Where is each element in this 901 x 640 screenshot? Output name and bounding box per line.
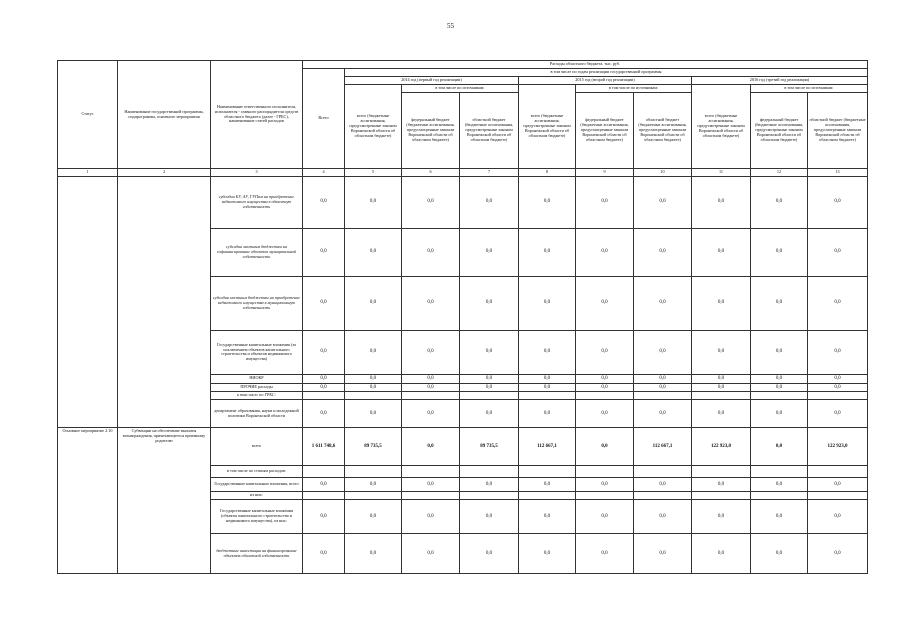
value-cell <box>692 466 751 478</box>
value-cell: 0,0 <box>751 374 808 383</box>
value-cell: 0,0 <box>634 400 692 428</box>
header-2015-fed: федеральный бюджет (бюджетные ассигнования, предусмотренные законом Воронежской области об областном бюджете) <box>576 93 634 169</box>
column-number: 8 <box>519 169 576 177</box>
value-cell: 0,0 <box>634 176 692 228</box>
value-cell: 0,0 <box>402 228 460 276</box>
value-cell <box>808 466 868 478</box>
row-label: Государственные капитальные вложения (за исключением объектов капитального строительства и объектов недвижимого имущества) <box>211 330 303 374</box>
value-cell: 0,0 <box>402 176 460 228</box>
page-number: 55 <box>447 22 454 30</box>
value-cell: 0,0 <box>692 228 751 276</box>
row-label: субсидии БУ, АУ, ГУПам на приобретение недвижимого имущества в областную собственность <box>211 176 303 228</box>
column-number: 5 <box>345 169 402 177</box>
value-cell: 0,0 <box>402 428 460 466</box>
value-cell: 0,0 <box>634 374 692 383</box>
budget-table <box>57 60 868 574</box>
value-cell: 0,0 <box>808 383 868 392</box>
value-cell: 0,0 <box>808 176 868 228</box>
value-cell: 0,0 <box>345 176 402 228</box>
value-cell: 0,0 <box>808 276 868 330</box>
value-cell <box>519 392 576 400</box>
value-cell <box>460 492 519 500</box>
row-label: ПРОЧИЕ расходы <box>211 383 303 392</box>
value-cell <box>576 392 634 400</box>
value-cell: 0,0 <box>460 330 519 374</box>
value-cell: 0,0 <box>303 330 345 374</box>
value-cell: 0,0 <box>751 276 808 330</box>
value-cell: 0,0 <box>576 534 634 574</box>
value-cell: 0,0 <box>519 176 576 228</box>
value-cell: 0,0 <box>345 400 402 428</box>
value-cell: 0,0 <box>808 330 868 374</box>
value-cell: 1 611 748,6 <box>303 428 345 466</box>
value-cell: 0,0 <box>402 330 460 374</box>
value-cell: 0,0 <box>808 374 868 383</box>
value-cell: 0,0 <box>303 276 345 330</box>
value-cell: 0,0 <box>692 276 751 330</box>
column-number: 7 <box>460 169 519 177</box>
value-cell: 0,0 <box>402 478 460 492</box>
value-cell <box>692 392 751 400</box>
value-cell: 0,0 <box>576 330 634 374</box>
value-cell: 89 735,5 <box>345 428 402 466</box>
value-cell: 0,0 <box>345 330 402 374</box>
value-cell: 0,0 <box>460 534 519 574</box>
value-cell: 112 667,1 <box>634 428 692 466</box>
value-cell <box>751 466 808 478</box>
value-cell: 0,0 <box>692 500 751 534</box>
column-number: 3 <box>211 169 303 177</box>
value-cell: 0,0 <box>751 534 808 574</box>
value-cell <box>303 492 345 500</box>
value-cell: 0,0 <box>460 228 519 276</box>
header-2014-sources: в том числе по источникам: <box>402 85 519 93</box>
value-cell: 0,0 <box>692 383 751 392</box>
value-cell <box>402 492 460 500</box>
value-cell <box>303 392 345 400</box>
header-year-2014: 2014 год (первый год реализации) <box>345 77 519 85</box>
value-cell: 0,0 <box>576 374 634 383</box>
value-cell: 0,0 <box>519 478 576 492</box>
row-label: субсидии местным бюджетам на софинансирование объектов муниципальной собственности <box>211 228 303 276</box>
table-row <box>58 176 868 228</box>
value-cell: 0,0 <box>751 500 808 534</box>
value-cell: 0,0 <box>576 400 634 428</box>
value-cell: 0,0 <box>303 500 345 534</box>
value-cell: 0,0 <box>808 478 868 492</box>
value-cell: 0,0 <box>303 534 345 574</box>
value-cell: 0,0 <box>460 400 519 428</box>
row-label: департамент образования, науки и молодежной политики Воронежской области <box>211 400 303 428</box>
value-cell <box>634 492 692 500</box>
value-cell: 0,0 <box>460 500 519 534</box>
value-cell <box>460 466 519 478</box>
column-number: 12 <box>751 169 808 177</box>
value-cell: 0,0 <box>634 228 692 276</box>
header-executor: Наименование ответственного исполнителя, исполнителя - главного распорядителя средств областного бюджета (далее - ГРБС), наименование статей расходов <box>211 61 303 169</box>
value-cell: 0,0 <box>634 383 692 392</box>
row-label: всего <box>211 428 303 466</box>
measure-status: Основное мероприятие 2.10 <box>58 428 118 574</box>
value-cell: 0,0 <box>402 500 460 534</box>
value-cell <box>303 466 345 478</box>
header-status: Статус <box>58 61 118 169</box>
value-cell: 0,0 <box>692 176 751 228</box>
value-cell: 0,0 <box>402 383 460 392</box>
status-cell-empty <box>58 176 118 427</box>
value-cell: 0,0 <box>751 383 808 392</box>
value-cell: 0,0 <box>460 176 519 228</box>
header-2015-reg: областной бюджет (бюджетные ассигнования, предусмотренные законом Воронежской области об областном бюджете) <box>634 93 692 169</box>
table-row <box>58 428 868 466</box>
value-cell: 0,0 <box>634 276 692 330</box>
value-cell: 0,0 <box>345 374 402 383</box>
value-cell: 0,0 <box>519 330 576 374</box>
value-cell <box>576 492 634 500</box>
value-cell: 0,0 <box>345 534 402 574</box>
value-cell <box>519 466 576 478</box>
value-cell: 0,0 <box>460 383 519 392</box>
value-cell: 0,0 <box>808 534 868 574</box>
value-cell: 0,0 <box>303 228 345 276</box>
value-cell: 89 735,5 <box>460 428 519 466</box>
header-year-2016: 2016 год (третий год реализации) <box>692 77 868 85</box>
value-cell: 0,0 <box>576 228 634 276</box>
value-cell: 0,0 <box>345 228 402 276</box>
header-program-name: Наименование государственной программы, подпрограммы, основного мероприятия <box>118 61 211 169</box>
header-total: Всего <box>303 69 345 169</box>
row-label: бюджетные инвестиции на финансирование объектов областной собственности <box>211 534 303 574</box>
value-cell: 0,0 <box>345 478 402 492</box>
header-2014-reg: областной бюджет (бюджетные ассигнования, предусмотренные законом Воронежской области об областном бюджете) <box>460 93 519 169</box>
header-budget-expenses: Расходы областного бюджета, тыс. руб. <box>303 61 868 69</box>
value-cell: 0,0 <box>519 374 576 383</box>
value-cell: 0,0 <box>519 500 576 534</box>
value-cell: 0,0 <box>519 276 576 330</box>
value-cell <box>460 392 519 400</box>
row-label: Государственные капитальные вложения (объекты капитального строительства и недвижимого имущества), из них: <box>211 500 303 534</box>
value-cell <box>345 392 402 400</box>
value-cell: 0,0 <box>460 478 519 492</box>
header-2016-reg: областной бюджет (бюджетные ассигнования, предусмотренные законом Воронежской области об областном бюджете) <box>808 93 868 169</box>
value-cell <box>402 392 460 400</box>
value-cell: 0,0 <box>808 400 868 428</box>
value-cell: 122 923,0 <box>808 428 868 466</box>
value-cell <box>345 466 402 478</box>
value-cell <box>692 492 751 500</box>
value-cell <box>402 466 460 478</box>
value-cell: 0,0 <box>751 330 808 374</box>
value-cell: 0,0 <box>460 374 519 383</box>
header-2016-all: всего (бюджетные ассигнования, предусмотренные законом Воронежской области об областном бюджете) <box>692 85 751 169</box>
row-label: из них: <box>211 492 303 500</box>
value-cell: 0,0 <box>751 478 808 492</box>
header-2016-fed: федеральный бюджет (бюджетные ассигнования, предусмотренные законом Воронежской области об областном бюджете) <box>751 93 808 169</box>
value-cell: 0,0 <box>519 534 576 574</box>
value-cell <box>345 492 402 500</box>
value-cell: 0,0 <box>576 428 634 466</box>
value-cell: 0,0 <box>303 176 345 228</box>
header-2015-sources: в том числе по источникам: <box>576 85 692 93</box>
column-number: 9 <box>576 169 634 177</box>
value-cell: 0,0 <box>751 400 808 428</box>
value-cell: 0,0 <box>692 400 751 428</box>
value-cell <box>751 392 808 400</box>
value-cell: 0,0 <box>345 276 402 330</box>
value-cell: 0,0 <box>519 228 576 276</box>
value-cell: 0,0 <box>692 374 751 383</box>
value-cell: 0,0 <box>634 330 692 374</box>
value-cell: 0,0 <box>692 534 751 574</box>
value-cell: 0,0 <box>519 400 576 428</box>
row-label: в том числе по ГРБС: <box>211 392 303 400</box>
value-cell: 0,0 <box>460 276 519 330</box>
value-cell: 0,0 <box>402 374 460 383</box>
value-cell: 0,0 <box>303 478 345 492</box>
value-cell: 0,0 <box>576 383 634 392</box>
measure-name: Субвенции на обеспечение выплаты вознаграждения, причитающегося приемному родителю <box>118 428 211 574</box>
value-cell: 0,0 <box>692 330 751 374</box>
value-cell: 0,0 <box>634 534 692 574</box>
column-number: 13 <box>808 169 868 177</box>
value-cell: 0,0 <box>692 478 751 492</box>
header-2016-sources: в том числе по источникам: <box>751 85 868 93</box>
value-cell: 0,0 <box>808 500 868 534</box>
column-number: 6 <box>402 169 460 177</box>
value-cell: 0,0 <box>576 478 634 492</box>
value-cell: 112 667,1 <box>519 428 576 466</box>
value-cell <box>808 492 868 500</box>
value-cell: 0,0 <box>402 400 460 428</box>
row-label: в том числе по статьям расходов: <box>211 466 303 478</box>
value-cell: 0,0 <box>402 534 460 574</box>
value-cell: 0,0 <box>576 176 634 228</box>
value-cell <box>519 492 576 500</box>
value-cell: 122 923,0 <box>692 428 751 466</box>
value-cell: 0,0 <box>303 400 345 428</box>
value-cell: 0,0 <box>751 228 808 276</box>
header-year-2015: 2015 год (второй год реализации) <box>519 77 692 85</box>
header-2014-all: всего (бюджетные ассигнования, предусмотренные законом Воронежской области об областном бюджете) <box>345 85 402 169</box>
column-number: 2 <box>118 169 211 177</box>
value-cell: 0,0 <box>576 500 634 534</box>
row-label: Государственные капитальные вложения, всего <box>211 478 303 492</box>
column-number: 11 <box>692 169 751 177</box>
value-cell <box>634 466 692 478</box>
value-cell: 0,0 <box>303 383 345 392</box>
value-cell: 0,0 <box>634 500 692 534</box>
header-2014-fed: федеральный бюджет (бюджетные ассигнования, предусмотренные законом Воронежской области об областном бюджете) <box>402 93 460 169</box>
header-by-years: в том числе по годам реализации государственной программы <box>345 69 868 77</box>
value-cell <box>576 466 634 478</box>
column-number: 10 <box>634 169 692 177</box>
value-cell: 0,0 <box>751 428 808 466</box>
value-cell: 0,0 <box>402 276 460 330</box>
value-cell: 0,0 <box>303 374 345 383</box>
program-cell-empty <box>118 176 211 427</box>
column-number: 4 <box>303 169 345 177</box>
value-cell <box>808 392 868 400</box>
value-cell: 0,0 <box>751 176 808 228</box>
row-label: субсидии местным бюджетам на приобретение недвижимого имущества в муниципальную собственность <box>211 276 303 330</box>
value-cell <box>634 392 692 400</box>
column-number: 1 <box>58 169 118 177</box>
value-cell: 0,0 <box>519 383 576 392</box>
value-cell <box>751 492 808 500</box>
column-number-row <box>58 169 868 177</box>
row-label: НИОКР <box>211 374 303 383</box>
value-cell: 0,0 <box>634 478 692 492</box>
value-cell: 0,0 <box>345 383 402 392</box>
value-cell: 0,0 <box>345 500 402 534</box>
value-cell: 0,0 <box>576 276 634 330</box>
header-2015-all: всего (бюджетные ассигнования, предусмотренные законом Воронежской области об областном бюджете) <box>519 85 576 169</box>
value-cell: 0,0 <box>808 228 868 276</box>
